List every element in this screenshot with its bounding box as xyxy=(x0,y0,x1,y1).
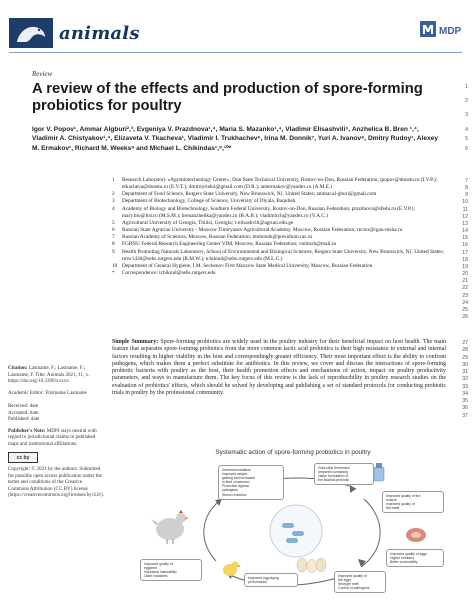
affiliation-text: Research Laboratory «Agrobiotechnology Center», Don State Technical University, Rostov-on-Don, Russian Federation; ipopov@donstu.ru (I.V.P.); etkacheva@donstu.ru (E.V.T.); dmitriyrudoi@gmail.com (D.R.); amermakov@yandex.ru (A.M.E.) xyxy=(122,177,438,191)
line-number: 34 xyxy=(462,390,468,397)
figure-box-eggs: Improved quality of the eggs Stronger shell Control of pathogens xyxy=(334,571,386,593)
citation-text[interactable]: Lastname, F.; Lastname, F.; Lastname, F. Title. Animals 2021, 11, x. https://doi.org/10.3390/xxxxx xyxy=(8,365,90,384)
line-number: 5 xyxy=(465,136,468,143)
simple-summary xyxy=(112,339,446,397)
line-number: 9 xyxy=(465,192,468,199)
figure-box-meat: Improved quality of the muscle Improved quality of the meat xyxy=(382,491,444,513)
arrowhead xyxy=(350,485,356,493)
affiliation-text: Department of Food Science, Rutgers State University, New Brunswick, NJ, United States; ammar.al-gburi@gmail.com xyxy=(122,191,377,198)
line-number: 28 xyxy=(462,347,468,354)
affiliation-number: 7 xyxy=(112,234,115,241)
line-number: 11 xyxy=(462,206,468,213)
affiliation-number: 1 xyxy=(112,177,115,183)
affiliation-number: 3 xyxy=(112,198,115,205)
line-number: 10 xyxy=(462,199,468,206)
copyright-notice: Copyright: © 2021 by the authors. Submitted for possible open access publication under the terms and conditions of the Creative Commons Attribution (CC BY) license (https://creativecommons.org/licenses/by/4.0/). xyxy=(8,466,104,498)
affiliation-number: 5 xyxy=(112,219,115,226)
line-number: 8 xyxy=(465,185,468,192)
mdpi-logo xyxy=(420,20,462,45)
line-numbers-affiliations xyxy=(454,178,468,321)
mdpi-wordmark: MDPI xyxy=(439,26,462,37)
academic-editor xyxy=(8,390,104,397)
affiliation-item xyxy=(112,177,448,191)
line-number: 2 xyxy=(465,98,468,104)
affiliation-text: Department of General Hygiene, I.M. Sechenov First Moscow State Medical University, Moscow, Russian Federation xyxy=(122,262,373,269)
line-number: 37 xyxy=(462,412,468,419)
chick-icon xyxy=(223,562,241,577)
journal-header xyxy=(0,0,476,60)
line-number: 22 xyxy=(462,285,468,292)
affiliations-list xyxy=(112,177,448,277)
line-number: 23 xyxy=(462,292,468,299)
line-numbers-summary xyxy=(454,340,468,420)
affiliation-text: Russian State Agrarian University - Moscow Timiryazev Agricultural Academy, Moscow, Russian Federation; rector@rgau-msha.ru xyxy=(122,227,403,234)
line-number: 31 xyxy=(462,369,468,375)
summary-text: Spore-forming probiotics are widely used in the poultry industry for their beneficial impact on host health. The main feature that separates spore-forming probiotics from the more common lactic acid probiotics is their high resistance to external and internal factors resulting in higher viability in the host and correspondingly greater efficiency. Their most important effect is the ability to confront pathogens, which makes them a perfect substitute for antibiotics. In this review, we cover and discuss the interactions of spore-forming probiotic bacteria with poultry as the host, their health promotion effects and mechanisms of action, impact on poultry productivity parameters, and ways to manufacture them. The key focus of this review is the lack of reproducibility in poultry research studies on the evaluation of probiotics' effects, which should be solved by developing and publishing a set of standard protocols for conducting probiotic trials in poultry by the professional community. xyxy=(112,339,446,396)
affiliation-text: Health Promoting Naturals Laboratory, School of Environmental and Biological Sciences, Rutgers State University, New Brunswick, NJ, United States; rmw1436@sebs.rutgers.edu (R.M.W.); tchikind@sebs.rutgers.edu (M.L.C.) xyxy=(122,248,445,262)
article-title: A review of the effects and production of spore-forming probiotics for poultry xyxy=(32,81,423,114)
line-number: 21 xyxy=(462,278,468,285)
line-number: 13 xyxy=(462,220,468,227)
line-number: 3 xyxy=(465,112,468,118)
affiliation-item xyxy=(112,241,448,248)
affiliation-number: 2 xyxy=(112,191,115,198)
meat-icon xyxy=(406,528,426,542)
line-number: 17 xyxy=(462,249,468,256)
affiliation-item xyxy=(112,220,448,227)
eggs-icon xyxy=(297,558,326,573)
line-number: 14 xyxy=(462,228,468,235)
figure-box-hatchability: Improved quality of eggshell Increased hatchability Older industries xyxy=(140,559,202,581)
figure-box-laying: Improved egg-laying performance xyxy=(244,573,298,587)
line-number: 30 xyxy=(462,361,468,368)
affiliation-item xyxy=(112,270,448,277)
header-rule xyxy=(9,52,462,53)
line-number: 35 xyxy=(462,398,468,404)
affiliation-number: * xyxy=(112,270,115,277)
article-type: Review xyxy=(32,70,53,78)
article-sidebar xyxy=(8,365,104,504)
chicken-icon xyxy=(151,510,189,544)
affiliation-item xyxy=(112,234,448,241)
affiliation-text: FGBNU Federal Research Engineering Center VIM, Moscow, Russian Federation; vniimzh@mail.ru xyxy=(122,241,337,248)
author-list: Igor V. Popov¹, Ammar Algburi²,³, Evgeniya V. Prazdnova¹,⁴, Maria S. Mazanko¹,⁴, Vladimir Elisashvili⁵, Anzhelica B. Bren ¹,⁴, Vladimir A. Chistyakov¹,⁴, Elizaveta V. Tkacheva¹, Vladimir I. Trukhachev⁶, Irina M. Donnik⁷, Yuri A. Ivanov⁸, Dmitry Rudoy¹, Alexey M. Ermakov¹, Richard M. Weeks⁹ and Michael L. Chikindas¹,⁹,¹⁰* xyxy=(32,126,439,152)
line-number: 19 xyxy=(462,263,468,270)
line-number: 36 xyxy=(462,405,468,412)
affiliation-number: 8 xyxy=(112,241,115,248)
line-number: 12 xyxy=(462,213,468,220)
publisher-note-text: MDPI stays neutral with regard to jurisdictional claims in published maps and institutional affiliations. xyxy=(8,427,97,447)
line-number: 32 xyxy=(462,376,468,383)
affiliation-text: Correspondence: tchikind@sebs.rutgers.edu xyxy=(122,270,216,277)
line-number: 27 xyxy=(462,340,468,346)
published-date: Published: date xyxy=(8,416,40,422)
received-date: Received: date xyxy=(8,403,39,409)
line-number: 7 xyxy=(465,178,468,184)
affiliation-item xyxy=(112,249,448,263)
graphical-abstract xyxy=(136,449,450,594)
figure-title: Systematic action of spore-forming probiotics in poultry xyxy=(215,449,371,456)
line-number: 4 xyxy=(465,127,468,133)
editor-label: Academic Editor: xyxy=(8,389,45,396)
line-number: 24 xyxy=(462,299,468,306)
affiliation-text: Agricultural University of Georgia, Tbilisi, Georgia; v.elisashvili@agruni.edu.ge xyxy=(122,219,294,226)
line-numbers-header xyxy=(454,80,468,122)
affiliation-text: Russian Academy of Sciences, Moscow, Russian Federation; imdonnik@presidium.ras.ru xyxy=(122,234,313,241)
affiliation-number: 9 xyxy=(112,248,115,255)
arrowhead xyxy=(215,499,222,506)
arrowhead xyxy=(358,559,366,567)
affiliation-number: 10 xyxy=(112,262,118,269)
dates-block xyxy=(8,403,104,423)
journal-name: animals xyxy=(59,23,140,44)
affiliation-text: Department of Biotechnology, College of Science, University of Diyala, Baqubah xyxy=(122,198,296,205)
line-number: 15 xyxy=(462,235,468,242)
publisher-note xyxy=(8,428,104,448)
editor-name: Firstname Lastname xyxy=(45,389,87,396)
line-number: 6 xyxy=(465,145,468,152)
affiliation-item xyxy=(112,263,448,270)
figure-box-fermented: Gold-style fermented prepared containing viable formulation of the Bacillus probiotic xyxy=(314,463,374,485)
summary-label: Simple Summary: xyxy=(112,339,159,345)
journal-logo xyxy=(9,18,53,48)
line-number: 18 xyxy=(462,256,468,263)
cc-by-badge[interactable]: cc by xyxy=(8,452,38,463)
cycle-arrow-left xyxy=(204,499,222,561)
publisher-note-label: Publisher's Note: xyxy=(8,427,46,434)
line-number: 29 xyxy=(462,354,468,361)
affiliation-item xyxy=(112,198,448,205)
line-number: 1 xyxy=(465,84,468,90)
citation-block xyxy=(8,365,104,385)
citation-label: Citation: xyxy=(8,365,28,371)
affiliation-number: 6 xyxy=(112,227,115,234)
accepted-date: Accepted: date xyxy=(8,409,39,416)
probiotic-bottle-icon xyxy=(374,463,384,481)
figure-box-egg-quality: Improved quality of eggs Higher numbers Better survivability xyxy=(386,549,444,567)
line-number: 25 xyxy=(462,306,468,313)
line-numbers-authors xyxy=(454,126,468,154)
affiliation-number: 4 xyxy=(112,205,115,212)
cycle-arrow-right xyxy=(361,499,380,567)
affiliation-text: Academy of Biology and Biotechnology, Southern Federal University, Rostov-on-Don, Russian Federation; prazdnova@sfedu.ru (E.V.P.); mary.bio@list.ru (M.S.M.); brenanzhelika@yandex.ru (B.A.B.); vladimirch@yandex.ru (V.A.C.) xyxy=(122,205,415,219)
affiliation-item xyxy=(112,206,448,220)
line-number: 33 xyxy=(462,383,468,390)
line-number: 16 xyxy=(462,242,468,249)
figure-box-health: Immunomodulation Improved weight- gaining and increased in feed conversion Protection against pathogens Stress reduction xyxy=(218,465,284,500)
line-number: 20 xyxy=(462,271,468,278)
line-number: 26 xyxy=(462,313,468,320)
